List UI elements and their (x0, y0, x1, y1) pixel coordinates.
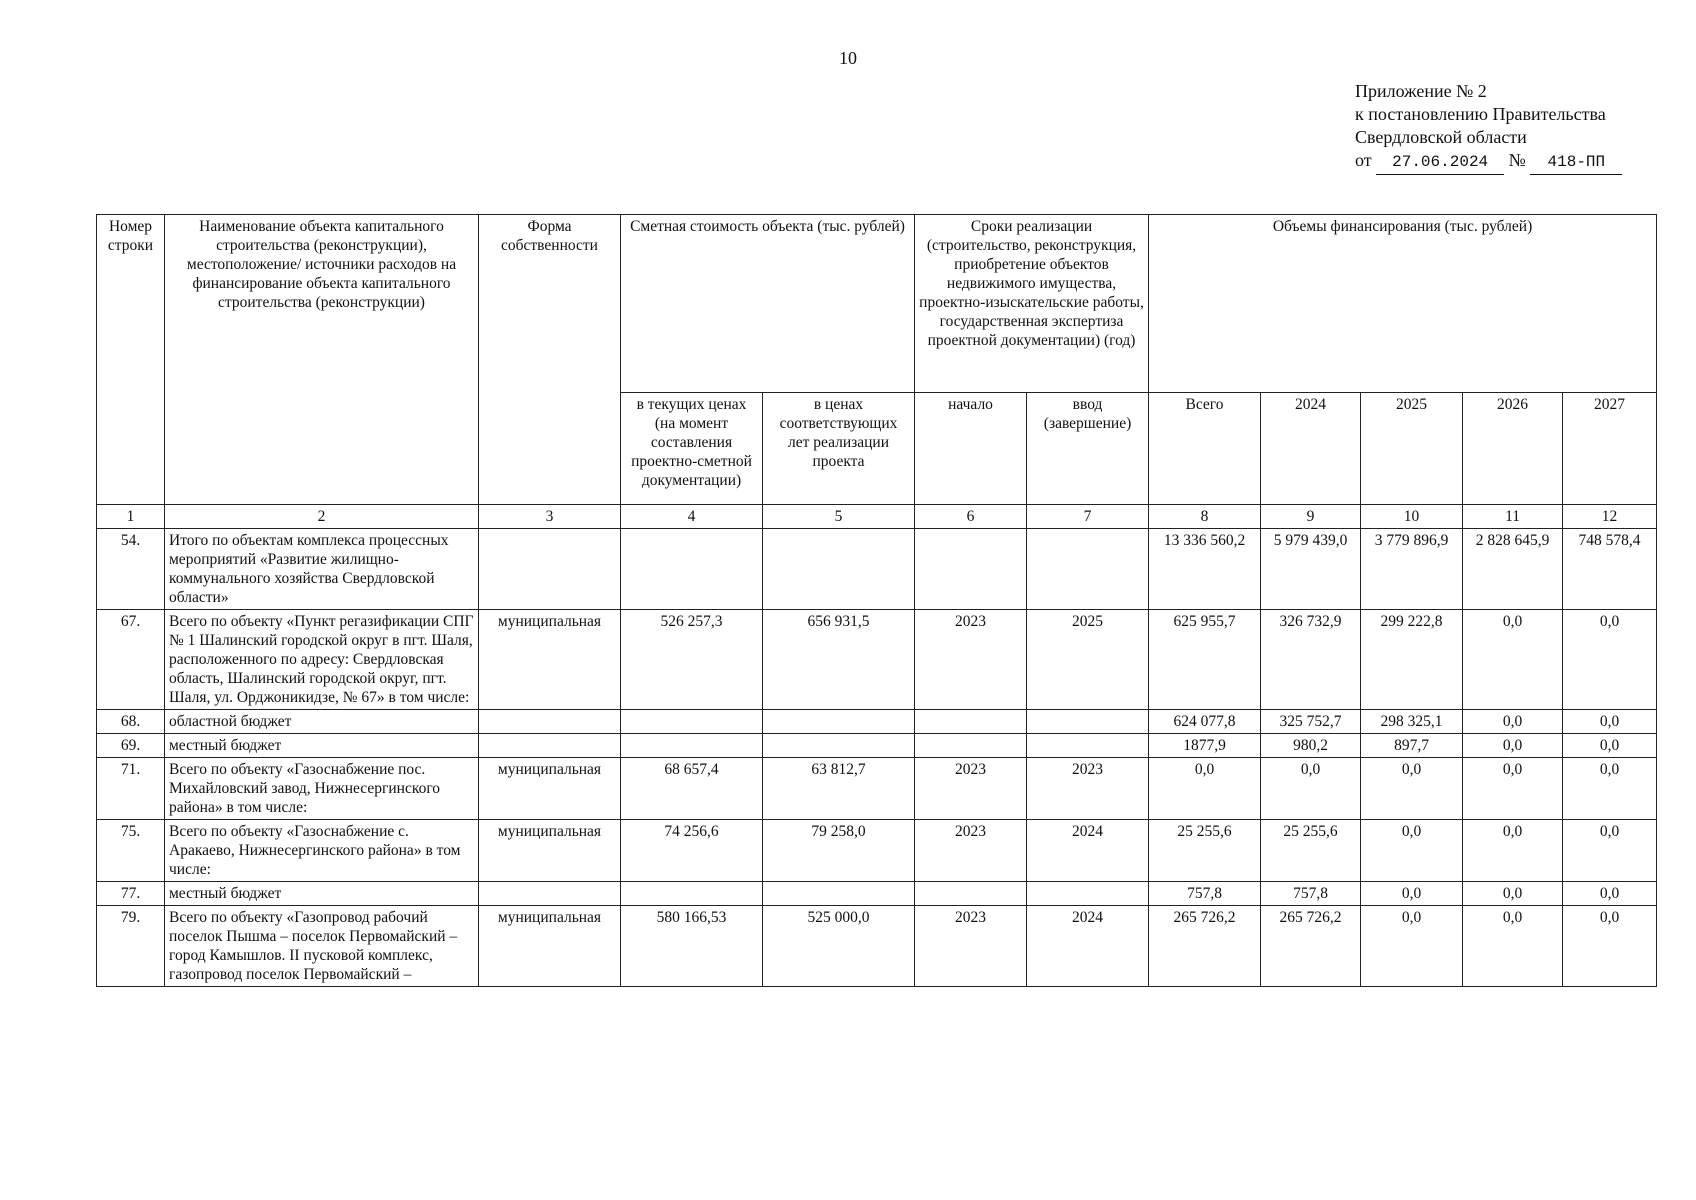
funding-2027: 748 578,4 (1563, 529, 1657, 610)
object-name: Всего по объекту «Газоснабжение пос. Михайловский завод, Нижнесергинского района» в том числе: (165, 758, 479, 820)
cost-years (763, 882, 915, 906)
header-cost-current: в текущих ценах (на момент составления проектно-сметной документации) (621, 393, 763, 505)
funding-total: 0,0 (1149, 758, 1261, 820)
funding-2025: 897,7 (1361, 734, 1463, 758)
cost-current (621, 882, 763, 906)
funding-2025: 299 222,8 (1361, 610, 1463, 710)
row-number: 75. (97, 820, 165, 882)
table-row (97, 758, 1657, 820)
funding-total: 25 255,6 (1149, 820, 1261, 882)
end-year: 2025 (1027, 610, 1149, 710)
cost-years: 656 931,5 (763, 610, 915, 710)
funding-2026: 0,0 (1463, 734, 1563, 758)
row-number: 77. (97, 882, 165, 906)
funding-2024: 326 732,9 (1261, 610, 1361, 710)
ownership (479, 529, 621, 610)
funding-2026: 0,0 (1463, 710, 1563, 734)
funding-2025: 298 325,1 (1361, 710, 1463, 734)
row-number: 67. (97, 610, 165, 710)
funding-2027: 0,0 (1563, 734, 1657, 758)
end-year (1027, 882, 1149, 906)
row-number: 54. (97, 529, 165, 610)
column-number: 3 (479, 505, 621, 529)
start-year (915, 710, 1027, 734)
header-terms: Сроки реализации (строительство, реконструкция, приобретение объектов недвижимого имущества, проектно-изыскательские работы, государственная экспертиза проектной документации) (год) (915, 215, 1149, 393)
ownership (479, 882, 621, 906)
column-number: 1 (97, 505, 165, 529)
appendix-number-label: № (1508, 150, 1526, 170)
appendix-date-line (1355, 149, 1622, 175)
funding-total: 265 726,2 (1149, 906, 1261, 987)
cost-years: 525 000,0 (763, 906, 915, 987)
funding-total: 757,8 (1149, 882, 1261, 906)
header-start: начало (915, 393, 1027, 505)
header-object-name: Наименование объекта капитального строительства (реконструкции), местоположение/ источники расходов на финансирование объекта капитального строительства (реконструкции) (165, 215, 479, 505)
column-number: 9 (1261, 505, 1361, 529)
cost-current (621, 710, 763, 734)
table-row (97, 906, 1657, 987)
funding-2025: 0,0 (1361, 906, 1463, 987)
start-year: 2023 (915, 820, 1027, 882)
object-name: местный бюджет (165, 882, 479, 906)
start-year: 2023 (915, 758, 1027, 820)
table-row (97, 710, 1657, 734)
funding-2024: 0,0 (1261, 758, 1361, 820)
financing-table (96, 214, 1657, 987)
object-name: местный бюджет (165, 734, 479, 758)
end-year: 2024 (1027, 820, 1149, 882)
table-row (97, 820, 1657, 882)
row-number: 68. (97, 710, 165, 734)
ownership: муниципальная (479, 906, 621, 987)
funding-total: 1877,9 (1149, 734, 1261, 758)
table-row (97, 529, 1657, 610)
header-ownership: Форма собственности (479, 215, 621, 505)
funding-2024: 325 752,7 (1261, 710, 1361, 734)
row-number: 79. (97, 906, 165, 987)
table-row (97, 734, 1657, 758)
funding-2024: 757,8 (1261, 882, 1361, 906)
header-row-main (97, 215, 1657, 393)
funding-2027: 0,0 (1563, 610, 1657, 710)
page-number: 10 (839, 48, 857, 68)
object-name: Итого по объектам комплекса процессных мероприятий «Развитие жилищно-коммунального хозяйства Свердловской области» (165, 529, 479, 610)
funding-2026: 0,0 (1463, 906, 1563, 987)
object-name: областной бюджет (165, 710, 479, 734)
appendix-from-label: от (1355, 150, 1372, 170)
appendix-number: 418-ПП (1530, 151, 1622, 175)
cost-current: 68 657,4 (621, 758, 763, 820)
ownership: муниципальная (479, 820, 621, 882)
cost-years: 79 258,0 (763, 820, 915, 882)
appendix-date: 27.06.2024 (1376, 151, 1504, 175)
funding-total: 13 336 560,2 (1149, 529, 1261, 610)
funding-total: 624 077,8 (1149, 710, 1261, 734)
start-year: 2023 (915, 610, 1027, 710)
funding-2024: 265 726,2 (1261, 906, 1361, 987)
funding-2026: 2 828 645,9 (1463, 529, 1563, 610)
end-year (1027, 710, 1149, 734)
funding-2024: 980,2 (1261, 734, 1361, 758)
header-row-number: Номер строки (97, 215, 165, 505)
funding-2025: 0,0 (1361, 820, 1463, 882)
appendix-title: Приложение № 2 (1355, 81, 1487, 101)
cost-current (621, 529, 763, 610)
header-cost-years: в ценах соответствующих лет реализации проекта (763, 393, 915, 505)
funding-2027: 0,0 (1563, 758, 1657, 820)
cost-years (763, 734, 915, 758)
table-row (97, 610, 1657, 710)
column-number: 8 (1149, 505, 1261, 529)
row-number: 69. (97, 734, 165, 758)
funding-2027: 0,0 (1563, 906, 1657, 987)
cost-current: 580 166,53 (621, 906, 763, 987)
cost-current: 526 257,3 (621, 610, 763, 710)
start-year (915, 734, 1027, 758)
appendix-line-3: Свердловской области (1355, 127, 1527, 147)
funding-2026: 0,0 (1463, 610, 1563, 710)
column-number: 4 (621, 505, 763, 529)
funding-2024: 5 979 439,0 (1261, 529, 1361, 610)
funding-total: 625 955,7 (1149, 610, 1261, 710)
funding-2026: 0,0 (1463, 820, 1563, 882)
ownership (479, 734, 621, 758)
row-number: 71. (97, 758, 165, 820)
header-2025: 2025 (1361, 393, 1463, 505)
end-year: 2024 (1027, 906, 1149, 987)
column-number: 2 (165, 505, 479, 529)
header-funding: Объемы финансирования (тыс. рублей) (1149, 215, 1657, 393)
column-number: 6 (915, 505, 1027, 529)
header-2026: 2026 (1463, 393, 1563, 505)
column-number: 7 (1027, 505, 1149, 529)
header-total: Всего (1149, 393, 1261, 505)
ownership: муниципальная (479, 758, 621, 820)
cost-current: 74 256,6 (621, 820, 763, 882)
column-number-row (97, 505, 1657, 529)
end-year (1027, 529, 1149, 610)
column-number: 10 (1361, 505, 1463, 529)
object-name: Всего по объекту «Пункт регазификации СПГ № 1 Шалинский городской округ в пгт. Шаля, расположенного по адресу: Свердловская область, Шалинский городской округ, пгт. Шаля, ул. Орджоникидзе, № 67» в том числе: (165, 610, 479, 710)
start-year (915, 882, 1027, 906)
end-year (1027, 734, 1149, 758)
ownership (479, 710, 621, 734)
funding-2027: 0,0 (1563, 882, 1657, 906)
funding-2025: 0,0 (1361, 882, 1463, 906)
funding-2024: 25 255,6 (1261, 820, 1361, 882)
header-estimated-cost: Сметная стоимость объекта (тыс. рублей) (621, 215, 915, 393)
table-row (97, 882, 1657, 906)
funding-2025: 3 779 896,9 (1361, 529, 1463, 610)
object-name: Всего по объекту «Газоснабжение с. Аракаево, Нижнесергинского района» в том числе: (165, 820, 479, 882)
cost-years (763, 529, 915, 610)
cost-years: 63 812,7 (763, 758, 915, 820)
start-year (915, 529, 1027, 610)
column-number: 12 (1563, 505, 1657, 529)
column-number: 11 (1463, 505, 1563, 529)
funding-2026: 0,0 (1463, 882, 1563, 906)
funding-2026: 0,0 (1463, 758, 1563, 820)
appendix-block (1355, 80, 1622, 175)
funding-2025: 0,0 (1361, 758, 1463, 820)
cost-years (763, 710, 915, 734)
column-number: 5 (763, 505, 915, 529)
funding-2027: 0,0 (1563, 820, 1657, 882)
cost-current (621, 734, 763, 758)
end-year: 2023 (1027, 758, 1149, 820)
start-year: 2023 (915, 906, 1027, 987)
header-end: ввод (завершение) (1027, 393, 1149, 505)
header-2024: 2024 (1261, 393, 1361, 505)
header-2027: 2027 (1563, 393, 1657, 505)
appendix-line-2: к постановлению Правительства (1355, 104, 1606, 124)
funding-2027: 0,0 (1563, 710, 1657, 734)
ownership: муниципальная (479, 610, 621, 710)
object-name: Всего по объекту «Газопровод рабочий поселок Пышма – поселок Первомайский – город Камышлов. II пусковой комплекс, газопровод поселок Первомайский – (165, 906, 479, 987)
